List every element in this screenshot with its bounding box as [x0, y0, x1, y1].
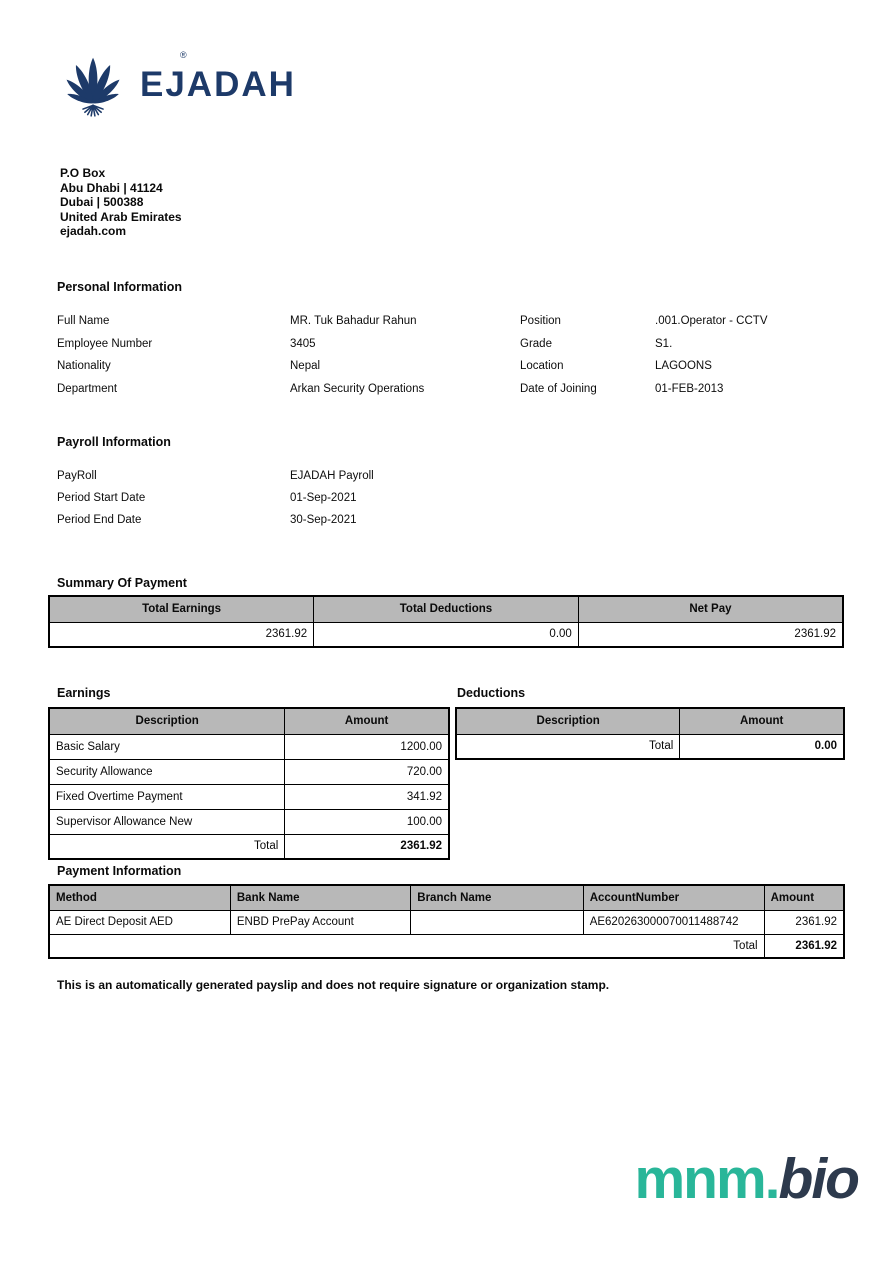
table-row: [49, 622, 843, 647]
earnings-table: [48, 707, 450, 860]
earning-description: Supervisor Allowance New: [49, 809, 285, 834]
column-header: Amount: [680, 708, 844, 734]
column-header: Total Earnings: [49, 596, 314, 622]
field-label: Employee Number: [57, 338, 153, 350]
table-total-row: [49, 834, 449, 859]
branch-name: [411, 910, 583, 934]
total-deductions-value: 0.00: [314, 622, 579, 647]
earning-description: Security Allowance: [49, 759, 285, 784]
payment-total-value: 2361.92: [764, 934, 844, 958]
field-value: Nepal: [290, 360, 321, 372]
earning-amount: 1200.00: [285, 734, 449, 759]
personal-info-row: [57, 360, 857, 376]
field-value: EJADAH Payroll: [290, 470, 374, 482]
column-header: Method: [49, 885, 230, 910]
column-header: Amount: [285, 708, 449, 734]
field-value: LAGOONS: [655, 360, 712, 372]
field-label: Position: [520, 315, 561, 327]
total-label: Total: [456, 734, 680, 759]
field-value: 30-Sep-2021: [290, 514, 357, 526]
column-header: Branch Name: [411, 885, 583, 910]
payment-information-table: [48, 884, 845, 959]
registered-trademark-symbol: ®: [180, 50, 187, 60]
field-value: 01-FEB-2013: [655, 383, 724, 395]
earning-amount: 341.92: [285, 784, 449, 809]
field-value: Arkan Security Operations: [290, 383, 425, 395]
field-label: Date of Joining: [520, 383, 597, 395]
mnm-bio-watermark: [634, 1146, 858, 1212]
column-header: Net Pay: [578, 596, 843, 622]
lotus-flower-svg: [62, 48, 126, 118]
personal-info-row: [57, 338, 857, 354]
address-line: United Arab Emirates: [60, 209, 182, 224]
table-row: [49, 910, 844, 934]
company-logo: [62, 48, 296, 118]
table-header-row: [49, 708, 449, 734]
watermark-prefix: mnm.: [634, 1147, 779, 1211]
field-value: 01-Sep-2021: [290, 492, 357, 504]
earnings-total-value: 2361.92: [285, 834, 449, 859]
auto-generated-note: This is an automatically generated payslip and does not require signature or organization stamp.: [57, 978, 610, 992]
summary-of-payment-heading: Summary Of Payment: [57, 576, 187, 590]
earning-amount: 720.00: [285, 759, 449, 784]
company-address: [60, 166, 182, 239]
earning-amount: 100.00: [285, 809, 449, 834]
bank-name: ENBD PrePay Account: [230, 910, 410, 934]
deductions-table: [455, 707, 845, 760]
total-earnings-value: 2361.92: [49, 622, 314, 647]
brand-name: EJADAH: [140, 65, 296, 104]
column-header: Description: [49, 708, 285, 734]
deductions-heading: Deductions: [457, 686, 526, 700]
column-header: Total Deductions: [314, 596, 579, 622]
field-label: Full Name: [57, 315, 110, 327]
column-header: AccountNumber: [583, 885, 764, 910]
earning-description: Fixed Overtime Payment: [49, 784, 285, 809]
field-label: Grade: [520, 338, 552, 350]
table-row: [49, 809, 449, 834]
address-line: Abu Dhabi | 41124: [60, 180, 163, 195]
payroll-info-row: [57, 492, 857, 508]
watermark-suffix: bio: [778, 1147, 858, 1211]
address-line: Dubai | 500388: [60, 195, 144, 210]
table-row: [49, 734, 449, 759]
payment-information-heading: Payment Information: [57, 864, 182, 878]
personal-info-row: [57, 383, 857, 399]
column-header: Description: [456, 708, 680, 734]
table-total-row: [456, 734, 844, 759]
payroll-info-row: [57, 514, 857, 530]
field-label: Nationality: [57, 360, 111, 372]
table-row: [49, 784, 449, 809]
account-number: AE620263000070011488742: [583, 910, 764, 934]
payment-amount: 2361.92: [764, 910, 844, 934]
total-label: Total: [49, 834, 285, 859]
table-header-row: [456, 708, 844, 734]
field-value: .001.Operator - CCTV: [655, 315, 768, 327]
field-value: MR. Tuk Bahadur Rahun: [290, 315, 417, 327]
field-label: Department: [57, 383, 118, 395]
personal-information-heading: Personal Information: [57, 280, 183, 294]
column-header: Amount: [764, 885, 844, 910]
table-total-row: [49, 934, 844, 958]
field-label: Period Start Date: [57, 492, 146, 504]
personal-info-row: [57, 315, 857, 331]
address-line: P.O Box: [60, 166, 106, 180]
summary-of-payment-table: [48, 595, 844, 648]
table-row: [49, 759, 449, 784]
field-label: Period End Date: [57, 514, 142, 526]
field-label: Location: [520, 360, 564, 372]
table-header-row: [49, 885, 844, 910]
address-line: ejadah.com: [60, 224, 127, 239]
payroll-info-row: [57, 470, 857, 486]
column-header: Bank Name: [230, 885, 410, 910]
total-label: Total: [49, 934, 764, 958]
field-value: 3405: [290, 338, 316, 350]
deductions-total-value: 0.00: [680, 734, 844, 759]
earnings-heading: Earnings: [57, 686, 111, 700]
lotus-flower-icon: [62, 48, 126, 118]
field-label: PayRoll: [57, 470, 97, 482]
payment-method: AE Direct Deposit AED: [49, 910, 230, 934]
table-header-row: [49, 596, 843, 622]
payroll-information-heading: Payroll Information: [57, 435, 171, 449]
earning-description: Basic Salary: [49, 734, 285, 759]
field-value: S1.: [655, 338, 673, 350]
net-pay-value: 2361.92: [578, 622, 843, 647]
